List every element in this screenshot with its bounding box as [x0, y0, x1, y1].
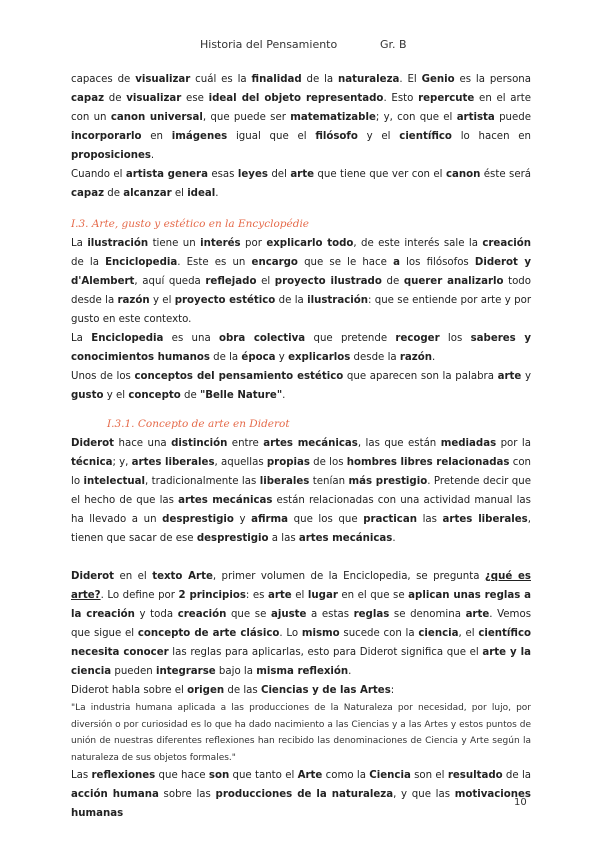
emphasis-text: artes liberales — [131, 457, 215, 468]
emphasis-text: artes mecánicas — [178, 495, 273, 506]
emphasis-text: visualizar — [135, 74, 191, 85]
emphasis-text: ¿qué es arte? — [71, 571, 531, 601]
emphasis-text: encargo — [251, 257, 298, 268]
emphasis-text: integrarse — [155, 666, 216, 677]
emphasis-text: Ciencias y de las Artes — [260, 685, 391, 696]
emphasis-text: artes mecánicas — [263, 438, 358, 449]
emphasis-text: reflejado — [205, 276, 257, 287]
emphasis-text: Genio — [421, 74, 455, 85]
paragraph-5: Unos de los conceptos del pensamiento estético que aparecen son la palabra arte y gusto y el concepto de "Belle Nature". — [71, 371, 531, 401]
emphasis-text: leyes — [237, 169, 268, 180]
emphasis-text: explicarlo todo — [266, 238, 354, 249]
emphasis-text: creación — [482, 238, 531, 249]
emphasis-text: afirma — [251, 514, 289, 525]
emphasis-text: artes mecánicas — [298, 533, 393, 544]
emphasis-text: razón — [399, 352, 432, 363]
emphasis-text: finalidad — [251, 74, 302, 85]
emphasis-text: motivaciones humanas — [71, 789, 531, 819]
emphasis-text: incorporarlo — [71, 131, 142, 142]
paragraph-2: Cuando el artista genera esas leyes del arte que tiene que ver con el canon éste será capaz de alcanzar el ideal. — [71, 169, 532, 199]
emphasis-text: desprestigio — [162, 514, 234, 525]
emphasis-text: aplican unas reglas a la creación — [71, 590, 532, 620]
emphasis-text: recoger — [395, 333, 440, 344]
emphasis-text: reflexiones — [91, 770, 156, 781]
emphasis-text: concepto — [128, 390, 181, 401]
page-number: 10 — [514, 797, 527, 808]
emphasis-text: capaz — [71, 188, 105, 199]
emphasis-text: origen — [187, 685, 225, 696]
emphasis-text: científico necesita conocer — [71, 628, 531, 658]
emphasis-text: intelectual — [83, 476, 145, 487]
emphasis-text: arte y la ciencia — [71, 647, 531, 677]
emphasis-text: misma reflexión — [256, 666, 349, 677]
emphasis-text: conceptos del pensamiento estético — [134, 371, 344, 382]
emphasis-text: visualizar — [126, 93, 182, 104]
emphasis-text: acción humana — [71, 789, 159, 800]
emphasis-text: arte — [290, 169, 314, 180]
emphasis-text: proposiciones — [71, 150, 151, 161]
page-content — [71, 70, 531, 823]
emphasis-text: Enciclopedia — [91, 333, 164, 344]
emphasis-text: creación — [177, 609, 227, 620]
emphasis-text: matematizable — [290, 112, 376, 123]
paragraph-3: La ilustración tiene un interés por explicarlo todo, de este interés sale la creación de la Enciclopedia. Este es un encargo que se le hace a los filósofos Diderot y d'Alembert, aquí queda reflejado el proyecto ilustrado de querer analizarlo todo desde la razón y el proyecto estético de la ilustración: que se entiende por arte y por gusto en este contexto. — [71, 238, 532, 325]
emphasis-text: época — [241, 352, 276, 363]
emphasis-text: canon universal — [110, 112, 203, 123]
emphasis-text: arte — [497, 371, 522, 382]
emphasis-text: interés — [200, 238, 241, 249]
emphasis-text: ideal — [187, 188, 216, 199]
emphasis-text: explicarlos — [288, 352, 351, 363]
emphasis-text: lugar — [307, 590, 338, 601]
paragraph-4: La Enciclopedia es una obra colectiva que pretende recoger los saberes y conocimientos humanos de la época y explicarlos desde la razón. — [71, 333, 531, 363]
emphasis-text: hombres libres relacionadas — [346, 457, 510, 468]
emphasis-text: a — [393, 257, 400, 268]
emphasis-text: Diderot — [71, 571, 115, 582]
emphasis-text: técnica — [71, 457, 113, 468]
emphasis-text: obra colectiva — [219, 333, 306, 344]
emphasis-text: ciencia — [418, 628, 459, 639]
emphasis-text: científico — [399, 131, 452, 142]
emphasis-text: capaz — [71, 93, 105, 104]
header-group: Gr. B — [380, 38, 407, 51]
emphasis-text: practican — [363, 514, 417, 525]
emphasis-text: "Belle Nature" — [199, 390, 283, 401]
section-heading-1-3-1: I.3.1. Concepto de arte en Diderot — [107, 418, 290, 430]
emphasis-text: arte — [268, 590, 292, 601]
paragraph-9: Las reflexiones que hace son que tanto el Arte como la Ciencia son el resultado de la acción humana sobre las producciones de la naturaleza, y que las motivaciones humanas — [71, 770, 532, 819]
emphasis-text: concepto de arte clásico — [137, 628, 280, 639]
emphasis-text: mismo — [301, 628, 340, 639]
paragraph-1: capaces de visualizar cuál es la finalidad de la naturaleza. El Genio es la persona capaz de visualizar ese ideal del objeto representado. Esto repercute en el arte con un canon universal, que puede ser matematizable; y, con que el artista puede incorporarlo en imágenes igual que el filósofo y el científico lo hacen en proposiciones. — [71, 74, 532, 161]
emphasis-text: saberes y conocimientos humanos — [71, 333, 531, 363]
emphasis-text: reglas — [353, 609, 390, 620]
emphasis-text: Diderot y d'Alembert — [71, 257, 532, 287]
emphasis-text: querer analizarlo — [403, 276, 504, 287]
block-quote: "La industria humana aplicada a las producciones de la Naturaleza por necesidad, por lujo, por diversión o por curiosidad es lo que ha dado nacimiento a las Ciencias y a las Artes y estos puntos de unión de nuestras diferentes reflexiones han recibido las denominaciones de Ciencia y Arte según la naturaleza de sus objetos formales." — [71, 703, 531, 763]
emphasis-text: artista genera — [125, 169, 208, 180]
emphasis-text: distinción — [171, 438, 228, 449]
paragraph-7: Diderot en el texto Arte, primer volumen de la Enciclopedia, se pregunta ¿qué es arte?. Lo define por 2 principios: es arte el lugar en el que se aplican unas reglas a la creación y toda creación que se ajuste a estas reglas se denomina arte. Vemos que sigue el concepto de arte clásico. Lo mismo sucede con la ciencia, el científico necesita conocer las reglas para aplicarlas, esto para Diderot significa que el arte y la ciencia pueden integrarse bajo la misma reflexión. — [71, 571, 532, 677]
emphasis-text: Arte — [297, 770, 323, 781]
emphasis-text: son — [208, 770, 230, 781]
emphasis-text: Enciclopedia — [105, 257, 178, 268]
emphasis-text: naturaleza — [338, 74, 400, 85]
emphasis-text: 2 principios — [178, 590, 246, 601]
emphasis-text: artista — [456, 112, 495, 123]
section-heading-1-3: I.3. Arte, gusto y estético en la Encyclopédie — [71, 218, 310, 230]
header-title: Historia del Pensamiento — [200, 38, 338, 51]
emphasis-text: ilustración — [87, 238, 149, 249]
emphasis-text: liberales — [259, 476, 310, 487]
emphasis-text: texto Arte — [152, 571, 213, 582]
emphasis-text: producciones de la naturaleza — [215, 789, 394, 800]
emphasis-text: más prestigio — [348, 476, 428, 487]
paragraph-8: Diderot habla sobre el origen de las Ciencias y de las Artes: — [71, 685, 395, 696]
emphasis-text: imágenes — [171, 131, 228, 142]
emphasis-text: canon — [445, 169, 481, 180]
emphasis-text: repercute — [418, 93, 475, 104]
emphasis-text: Ciencia — [369, 770, 411, 781]
emphasis-text: propias — [266, 457, 310, 468]
emphasis-text: razón — [117, 295, 150, 306]
paragraph-6: Diderot hace una distinción entre artes mecánicas, las que están mediadas por la técnica; y, artes liberales, aquellas propias de los hombres libres relacionadas con lo intelectual, tradicionalmente las liberales tenían más prestigio. Pretende decir que el hecho de que las artes mecánicas están relacionadas con una actividad manual las ha llevado a un desprestigio y afirma que los que practican las artes liberales, tienen que sacar de ese desprestigio a las artes mecánicas. — [71, 438, 532, 544]
emphasis-text: filósofo — [315, 131, 358, 142]
emphasis-text: ajuste — [270, 609, 307, 620]
emphasis-text: mediadas — [440, 438, 497, 449]
emphasis-text: proyecto ilustrado — [274, 276, 382, 287]
emphasis-text: gusto — [71, 390, 104, 401]
emphasis-text: proyecto estético — [174, 295, 276, 306]
emphasis-text: ideal del objeto representado — [208, 93, 384, 104]
emphasis-text: Diderot — [71, 438, 115, 449]
emphasis-text: ilustración — [307, 295, 368, 306]
emphasis-text: alcanzar — [123, 188, 172, 199]
emphasis-text: artes liberales — [442, 514, 528, 525]
emphasis-text: desprestigio — [196, 533, 269, 544]
emphasis-text: resultado — [447, 770, 503, 781]
emphasis-text: arte — [465, 609, 490, 620]
